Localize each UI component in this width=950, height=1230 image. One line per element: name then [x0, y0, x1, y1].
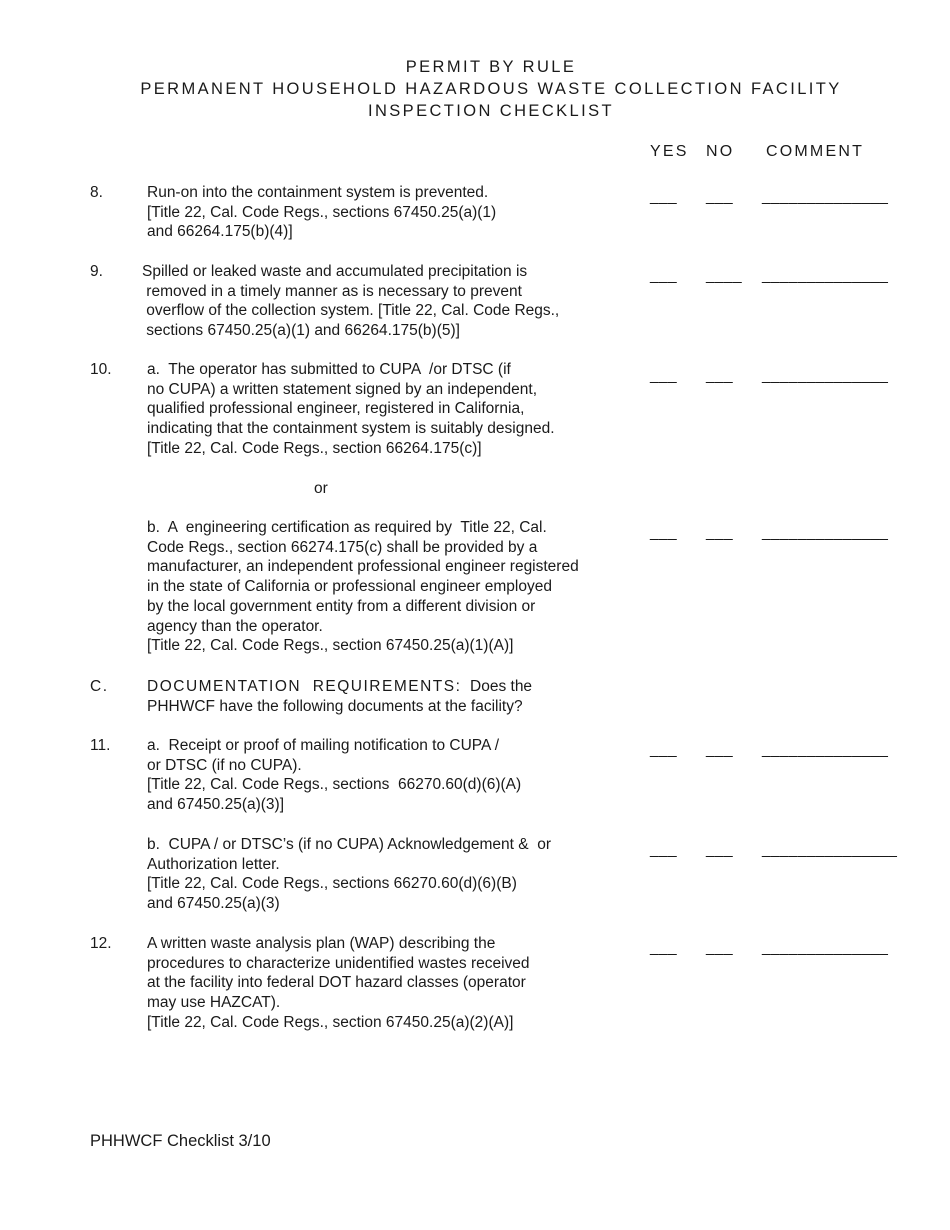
yes-blank[interactable]: ___	[650, 188, 678, 205]
item-number: 9.	[90, 263, 103, 280]
page-footer: PHHWCF Checklist 3/10	[90, 1132, 271, 1150]
no-blank[interactable]: ___	[706, 939, 734, 956]
no-blank[interactable]: ___	[706, 841, 734, 858]
section-heading-line-2: PHHWCF have the following documents at the facility?	[147, 698, 523, 715]
item-text: a. Receipt or proof of mailing notification to CUPA / or DTSC (if no CUPA). [Title 22, Cal. Code Regs., sections 66270.60(d)(6)(A) and 67450.25(a)(3)]	[147, 737, 522, 814]
item-text: Run-on into the containment system is prevented. [Title 22, Cal. Code Regs., sections 67450.25(a)(1) and 66264.175(b)(4)]	[147, 184, 497, 241]
yes-column-header: YES	[650, 143, 689, 160]
comment-blank[interactable]: ______________	[762, 188, 889, 205]
section-letter: C.	[90, 678, 109, 695]
section-heading	[147, 677, 532, 697]
yes-blank[interactable]: ___	[650, 524, 678, 541]
comment-blank[interactable]: _______________	[762, 841, 898, 858]
no-blank[interactable]: ___	[706, 367, 734, 384]
no-column-header: NO	[706, 143, 735, 160]
item-text: b. A engineering certification as required by Title 22, Cal. Code Regs., section 66274.175(c) shall be provided by a manufacturer, an independent professional engineer registered in the state of California or professional engineer employed by the local government entity from a different division or agency than the operator. [Title 22, Cal. Code Regs., section 67450.25(a)(1)(A)]	[147, 519, 579, 655]
comment-blank[interactable]: ______________	[762, 741, 889, 758]
comment-blank[interactable]: ______________	[762, 524, 889, 541]
no-blank[interactable]: ____	[706, 267, 743, 284]
item-text: Spilled or leaked waste and accumulated precipitation is removed in a timely manner as is necessary to prevent overflow of the collection system. [Title 22, Cal. Code Regs., sections 67450.25(a)(1) and 66264.175(b)(5)]	[142, 263, 560, 340]
yes-blank[interactable]: ___	[650, 267, 678, 284]
comment-column-header: COMMENT	[766, 143, 865, 160]
yes-blank[interactable]: ___	[650, 367, 678, 384]
comment-blank[interactable]: ______________	[762, 939, 889, 956]
item-number: 12.	[90, 935, 112, 952]
or-separator: or	[314, 480, 328, 497]
item-text: A written waste analysis plan (WAP) describing the procedures to characterize unidentified wastes received at the facility into federal DOT hazard classes (operator may use HAZCAT). [Title 22, Cal. Code Regs., section 67450.25(a)(2)(A)]	[147, 935, 530, 1031]
no-blank[interactable]: ___	[706, 741, 734, 758]
comment-blank[interactable]: ______________	[762, 267, 889, 284]
yes-blank[interactable]: ___	[650, 939, 678, 956]
comment-blank[interactable]: ______________	[762, 367, 889, 384]
item-text: a. The operator has submitted to CUPA /or DTSC (if no CUPA) a written statement signed by an independent, qualified professional engineer, registered in California, indicating that the containment system is suitably designed. [Title 22, Cal. Code Regs., section 66264.175(c)]	[147, 361, 555, 457]
no-blank[interactable]: ___	[706, 524, 734, 541]
yes-blank[interactable]: ___	[650, 841, 678, 858]
no-blank[interactable]: ___	[706, 188, 734, 205]
item-number: 10.	[90, 361, 112, 378]
item-text: b. CUPA / or DTSC’s (if no CUPA) Acknowledgement & or Authorization letter. [Title 22, Cal. Code Regs., sections 66270.60(d)(6)(B) and 67450.25(a)(3)	[147, 836, 552, 913]
section-heading-rest: Does the	[461, 678, 533, 695]
page-title-line-1: PERMIT BY RULE	[405, 58, 577, 76]
page-title-line-2: PERMANENT HOUSEHOLD HAZARDOUS WASTE COLLECTION FACILITY	[140, 80, 842, 98]
page-title-line-3: INSPECTION CHECKLIST	[367, 102, 615, 120]
item-number: 11.	[90, 737, 111, 754]
item-number: 8.	[90, 184, 103, 201]
yes-blank[interactable]: ___	[650, 741, 678, 758]
section-heading-caps: DOCUMENTATION REQUIREMENTS:	[147, 678, 462, 695]
